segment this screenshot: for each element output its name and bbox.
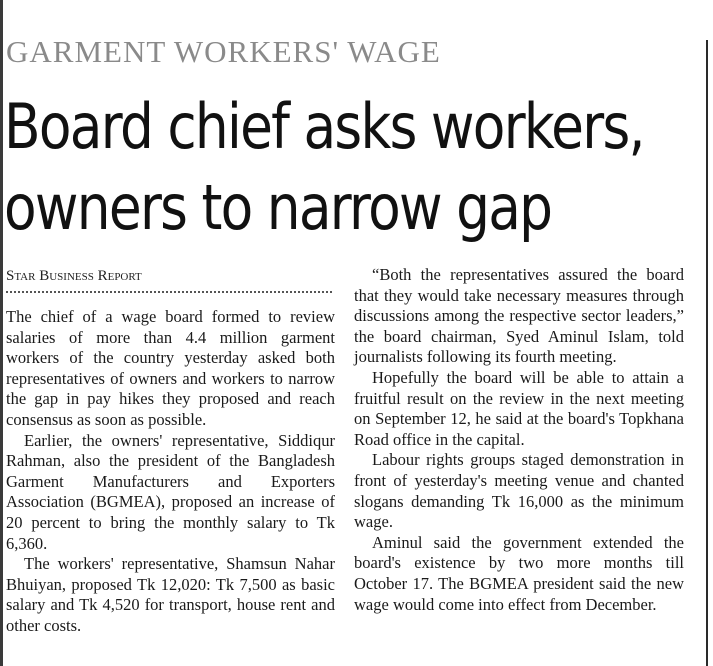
article-paragraph: The workers' representative, Shamsun Nahar Bhuiyan, proposed Tk 12,020: Tk 7,500 as basic salary and Tk 4,520 for transport, house rent and other costs. <box>6 554 335 635</box>
article-paragraph: “Both the representatives assured the board that they would take necessary measures through discussions among the respective sector leaders,” the board chairman, Syed Aminul Islam, told journalists following its fourth meeting. <box>354 265 684 367</box>
scan-right-edge <box>706 40 708 666</box>
article-byline: Star Business Report <box>6 268 142 284</box>
article-paragraph: Labour rights groups staged demonstration in front of yesterday's meeting venue and chanted slogans demanding Tk 16,000 as the minimum wage. <box>354 450 684 532</box>
headline-line: owners to narrow gap <box>4 171 552 244</box>
article-paragraph: Earlier, the owners' representative, Siddiqur Rahman, also the president of the Bangladesh Garment Manufacturers and Exporters Association (BGMEA), proposed an increase of 20 percent to bring the monthly salary to Tk 6,360. <box>6 430 335 553</box>
article-paragraph: Hopefully the board will be able to attain a fruitful result on the review in the next meeting on September 12, he said at the board's Topkhana Road office in the capital. <box>354 367 684 449</box>
article-paragraph: The chief of a wage board formed to review salaries of more than 4.4 million garment workers of the country yesterday asked both representatives of owners and workers to narrow the gap in pay hikes they proposed and reach consensus as soon as possible. <box>6 307 335 429</box>
article-paragraph: Aminul said the government extended the board's existence by two more months till October 17. The BGMEA president said the new wage would come into effect from December. <box>354 532 684 614</box>
headline-line: Board chief asks workers, <box>4 90 644 163</box>
article-column-left <box>6 307 335 637</box>
article-headline <box>4 86 644 248</box>
article-column-right <box>354 265 684 615</box>
article-kicker: GARMENT WORKERS' WAGE <box>6 34 441 69</box>
byline-dotted-rule <box>6 291 332 293</box>
scan-left-edge <box>0 0 3 666</box>
